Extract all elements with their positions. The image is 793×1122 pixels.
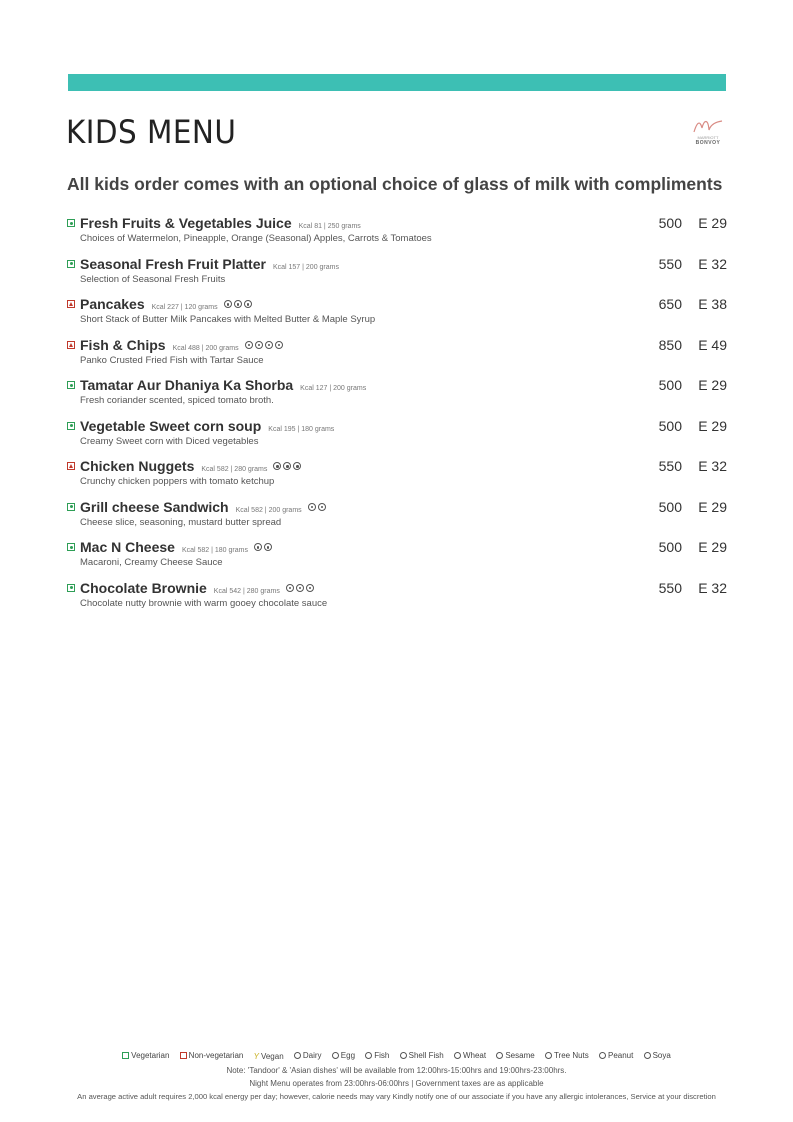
legend-egg: Egg [332,1051,355,1060]
wheat-icon [244,300,252,308]
egg-icon [283,462,291,470]
marriott-bonvoy-logo [688,116,728,150]
logo-brand-text: BONVOY [695,140,721,146]
vegetarian-icon [67,503,75,511]
logo-mark-icon [691,116,725,136]
item-kcal: Kcal 582 | 180 grams [181,547,248,554]
legend-nonvegetarian: Non-vegetarian [180,1051,244,1060]
menu-item [67,296,727,337]
item-eprice: E 49 [698,336,727,353]
legend-wheat: Wheat [454,1051,486,1060]
nonvegetarian-icon [67,300,75,308]
item-kcal: Kcal 157 | 200 grams [272,263,339,271]
page-title: KIDS MENU [66,113,237,151]
item-allergens [308,503,326,511]
vegetarian-icon [67,543,75,551]
item-kcal: Kcal 227 | 120 grams [151,304,218,311]
dairy-icon [308,503,316,511]
allergen-legend [0,1051,793,1061]
item-title-line [80,377,366,393]
item-kcal: Kcal 127 | 200 grams [300,385,367,392]
egg-icon [234,300,242,308]
vegan-icon: Y [253,1052,259,1061]
wheat-icon [318,503,326,511]
item-eprice: E 29 [698,377,727,393]
item-kcal: Kcal 542 | 280 grams [213,587,280,595]
legend-treenuts: Tree Nuts [545,1051,589,1060]
wheat-icon [264,543,272,551]
item-title-line [80,296,252,312]
item-description: Chocolate nutty brownie with warm gooey chocolate sauce [80,597,328,609]
dairy-icon [273,462,281,470]
item-title-line [80,337,283,353]
item-description: Fresh coriander scented, spiced tomato broth. [80,395,274,406]
legend-fish: Fish [365,1051,389,1060]
item-allergens [273,462,301,470]
dairy-icon [286,584,294,592]
item-name: Fresh Fruits & Vegetables Juice [80,215,292,231]
item-name: Grill cheese Sandwich [80,498,229,515]
menu-item [67,215,727,256]
item-kcal: Kcal 582 | 200 grams [235,506,302,514]
vegetarian-icon [67,260,75,268]
item-price: 500 [658,539,682,555]
item-kcal: Kcal 582 | 280 grams [201,466,268,473]
vegetarian-icon [122,1052,129,1059]
item-allergens [224,300,252,308]
item-eprice: E 32 [698,255,727,272]
item-description: Selection of Seasonal Fresh Fruits [80,273,226,285]
item-title-line [80,580,314,596]
nonvegetarian-icon [180,1052,187,1059]
wheat-icon [454,1052,461,1059]
legend-shellfish: Shell Fish [400,1051,444,1060]
item-kcal: Kcal 195 | 180 grams [268,425,335,433]
item-price: 500 [658,215,682,231]
wheat-icon [293,462,301,470]
tree-nuts-icon [545,1052,552,1059]
vegetarian-icon [67,381,75,389]
dairy-icon [245,341,253,349]
item-kcal: Kcal 488 | 200 grams [172,344,239,352]
item-description: Cheese slice, seasoning, mustard butter spread [80,516,282,528]
item-eprice: E 29 [698,498,727,515]
item-description: Crunchy chicken poppers with tomato ketchup [80,476,275,487]
item-price: 500 [658,498,682,515]
item-title-line [80,458,301,474]
item-title-line [80,539,272,555]
peanut-icon [599,1052,606,1059]
item-eprice: E 38 [698,296,727,312]
menu-item [67,458,727,499]
legend-sesame: Sesame [496,1051,534,1060]
legend-vegetarian: Vegetarian [122,1051,169,1060]
note-night-menu: Night Menu operates from 23:00hrs-06:00hrs | Government taxes are as applicable [249,1079,544,1088]
item-name: Mac N Cheese [80,539,175,555]
egg-icon [255,341,263,349]
egg-icon [332,1052,339,1059]
tree-nuts-icon [306,584,314,592]
item-eprice: E 29 [698,539,727,555]
item-allergens [254,543,272,551]
item-eprice: E 32 [698,458,727,474]
item-allergens [286,584,314,592]
menu-subtitle: All kids order comes with an optional choice of glass of milk with compliments [67,174,723,194]
menu-item [67,539,727,580]
item-price: 550 [658,458,682,474]
item-price: 550 [658,255,682,272]
wheat-icon [275,341,283,349]
menu-item [67,256,727,297]
item-description: Panko Crusted Fried Fish with Tartar Sauce [80,354,264,366]
header-accent-bar [68,74,726,91]
item-price: 650 [658,296,682,312]
item-price: 500 [658,377,682,393]
vegetarian-icon [67,422,75,430]
legend-dairy: Dairy [294,1051,322,1060]
item-name: Chocolate Brownie [80,579,207,596]
menu-item [67,377,727,418]
item-title-line [80,215,361,231]
sesame-icon [496,1052,503,1059]
fish-icon [365,1052,372,1059]
item-eprice: E 29 [698,215,727,231]
legend-vegan: Y Vegan [253,1052,284,1061]
item-name: Fish & Chips [80,336,166,353]
item-price: 550 [658,579,682,596]
item-price: 500 [658,417,682,434]
dairy-icon [254,543,262,551]
note-hours: Note: 'Tandoor' & 'Asian dishes' will be available from 12:00hrs-15:00hrs and 19:00hrs-23:00hrs. [226,1066,567,1075]
note-calories: An average active adult requires 2,000 kcal energy per day; however, calorie needs may vary Kindly notify one of our associate if you have any allergic intolerances, Service at your discretion [77,1092,716,1101]
item-name: Pancakes [80,296,145,312]
menu-item [67,580,727,621]
nonvegetarian-icon [67,462,75,470]
menu-item [67,499,727,540]
wheat-icon [296,584,304,592]
item-title-line [80,499,326,515]
item-allergens [245,341,283,349]
item-eprice: E 29 [698,417,727,434]
item-description: Macaroni, Creamy Cheese Sauce [80,557,223,568]
logo-small-text: MARRIOTT [697,135,719,140]
vegetarian-icon [67,584,75,592]
item-description: Creamy Sweet corn with Diced vegetables [80,435,259,447]
item-name: Chicken Nuggets [80,458,195,474]
item-title-line [80,256,339,272]
soya-icon [644,1052,651,1059]
menu-items-list [67,215,727,620]
nonvegetarian-icon [67,341,75,349]
vegetarian-icon [67,219,75,227]
legend-soya: Soya [644,1051,671,1060]
menu-item [67,418,727,459]
item-name: Tamatar Aur Dhaniya Ka Shorba [80,377,294,393]
item-name: Seasonal Fresh Fruit Platter [80,255,266,272]
dairy-icon [224,300,232,308]
menu-item [67,337,727,378]
item-title-line [80,418,334,434]
dairy-icon [294,1052,301,1059]
fish-icon [265,341,273,349]
item-description: Choices of Watermelon, Pineapple, Orange (Seasonal) Apples, Carrots & Tomatoes [80,233,432,244]
item-price: 850 [658,336,682,353]
item-description: Short Stack of Butter Milk Pancakes with Melted Butter & Maple Syrup [80,314,376,325]
shellfish-icon [400,1052,407,1059]
item-kcal: Kcal 81 | 250 grams [298,223,361,230]
legend-peanut: Peanut [599,1051,633,1060]
item-eprice: E 32 [698,579,727,596]
item-name: Vegetable Sweet corn soup [80,417,262,434]
